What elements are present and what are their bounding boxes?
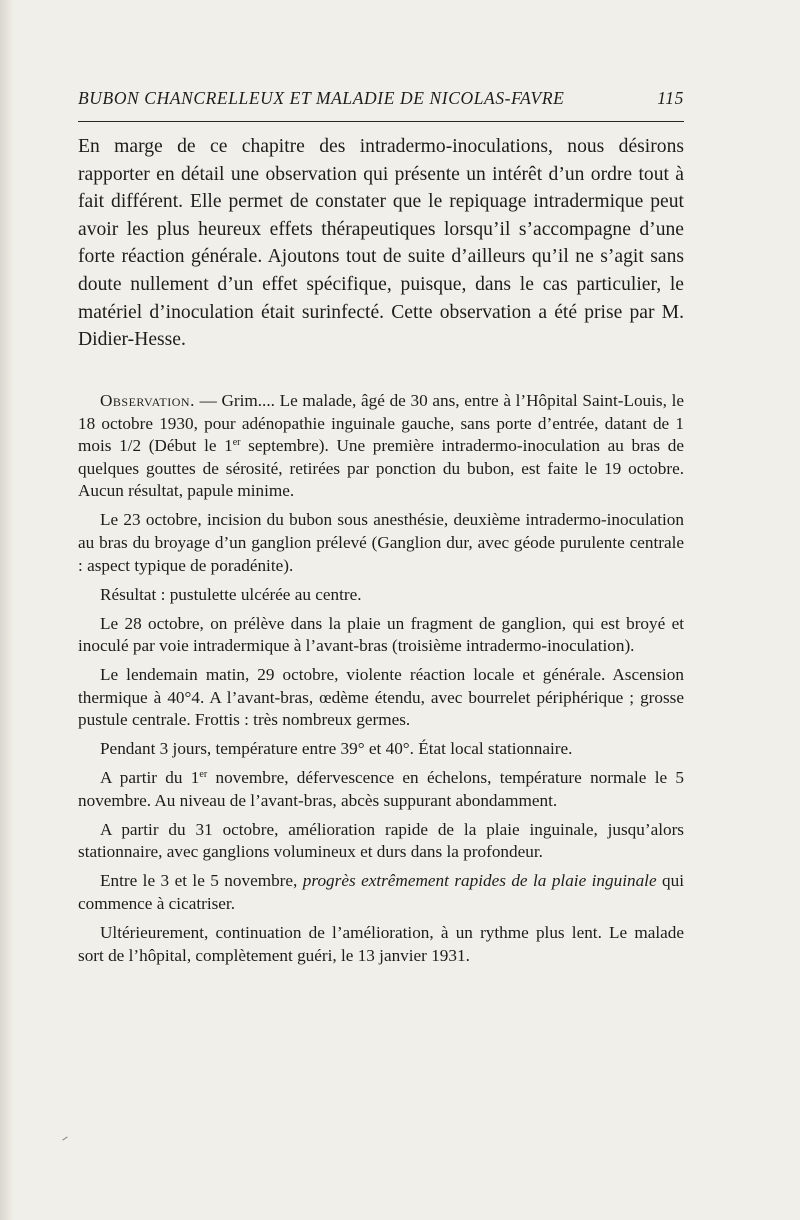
observation-paragraph-6: Pendant 3 jours, température entre 39° et 40°. État local stationnaire. <box>100 739 573 759</box>
page-gutter-shadow <box>0 0 14 1220</box>
page-number: 115 <box>657 88 684 108</box>
observation-paragraph-4: Le 28 octobre, on prélève dans la plaie un fragment de ganglion, qui est broyé et inoculé par voie intradermique à l’avant-bras (troisième intradermo-inoculation). <box>78 613 684 656</box>
observation-paragraph-1: Observation. — Grim.... Le malade, âgé de 30 ans, entre à l’Hôpital Saint-Louis, le 18 octobre 1930, pour adénopathie inguinale gauche, sans porte d’entrée, datant de 1 mois 1/2 (Début le 1er septembre). Une première intradermo-inoculation au bras de quelques gouttes de sérosité, retirées par ponction du bubon, est faite le 19 octobre. Aucun résultat, papule minime. <box>78 391 684 501</box>
header-rule <box>78 121 684 122</box>
observation-paragraph-3: Résultat : pustulette ulcérée au centre. <box>100 584 362 604</box>
intro-paragraph: En marge de ce chapitre des intradermo-inoculations, nous désirons rapporter en détail une observation qui présente un intérêt d’un ordre tout à fait différent. Elle permet de constater que le repiquage intradermique peut avoir les plus heureux effets thérapeutiques lorsqu’il s’accompagne d’une forte réaction générale. Ajoutons tout de suite d’ailleurs qu’il ne s’agit sans doute nullement d’un effet spécifique, puisque, dans le cas particulier, le matériel d’inoculation était surinfecté. Cette observation a été prise par M. Didier-Hesse. <box>78 136 684 351</box>
observation-paragraph-7: A partir du 1er novembre, défervescence en échelons, température normale le 5 novembre. Au niveau de l’avant-bras, abcès suppurant abondamment. <box>78 768 684 810</box>
observation-paragraph-2: Le 23 octobre, incision du bubon sous anesthésie, deuxième intradermo-inoculation au bras du broyage d’un ganglion prélevé (Ganglion dur, avec géode purulente centrale : aspect typique de poradénite). <box>78 510 684 575</box>
running-title: BUBON CHANCRELLEUX ET MALADIE DE NICOLAS-FAVRE <box>78 88 565 108</box>
observation-paragraph-10: Ultérieurement, continuation de l’amélioration, à un rythme plus lent. Le malade sort de l’hôpital, complètement guéri, le 13 janvier 1931. <box>78 922 684 965</box>
observation-section <box>78 390 684 974</box>
observation-label: Observation. <box>100 391 195 410</box>
running-header <box>78 88 684 109</box>
stray-mark <box>62 1136 67 1140</box>
observation-paragraph-5: Le lendemain matin, 29 octobre, violente réaction locale et générale. Ascension thermique à 40°4. A l’avant-bras, œdème étendu, avec bourrelet périphérique ; grosse pustule centrale. Frottis : très nombreux germes. <box>78 665 684 730</box>
observation-paragraph-9: Entre le 3 et le 5 novembre, progrès extrêmement rapides de la plaie inguinale qui commence à cicatriser. <box>78 871 684 913</box>
observation-paragraph-8: A partir du 31 octobre, amélioration rapide de la plaie inguinale, jusqu’alors stationnaire, avec ganglions volumineux et durs dans la profondeur. <box>78 819 684 862</box>
